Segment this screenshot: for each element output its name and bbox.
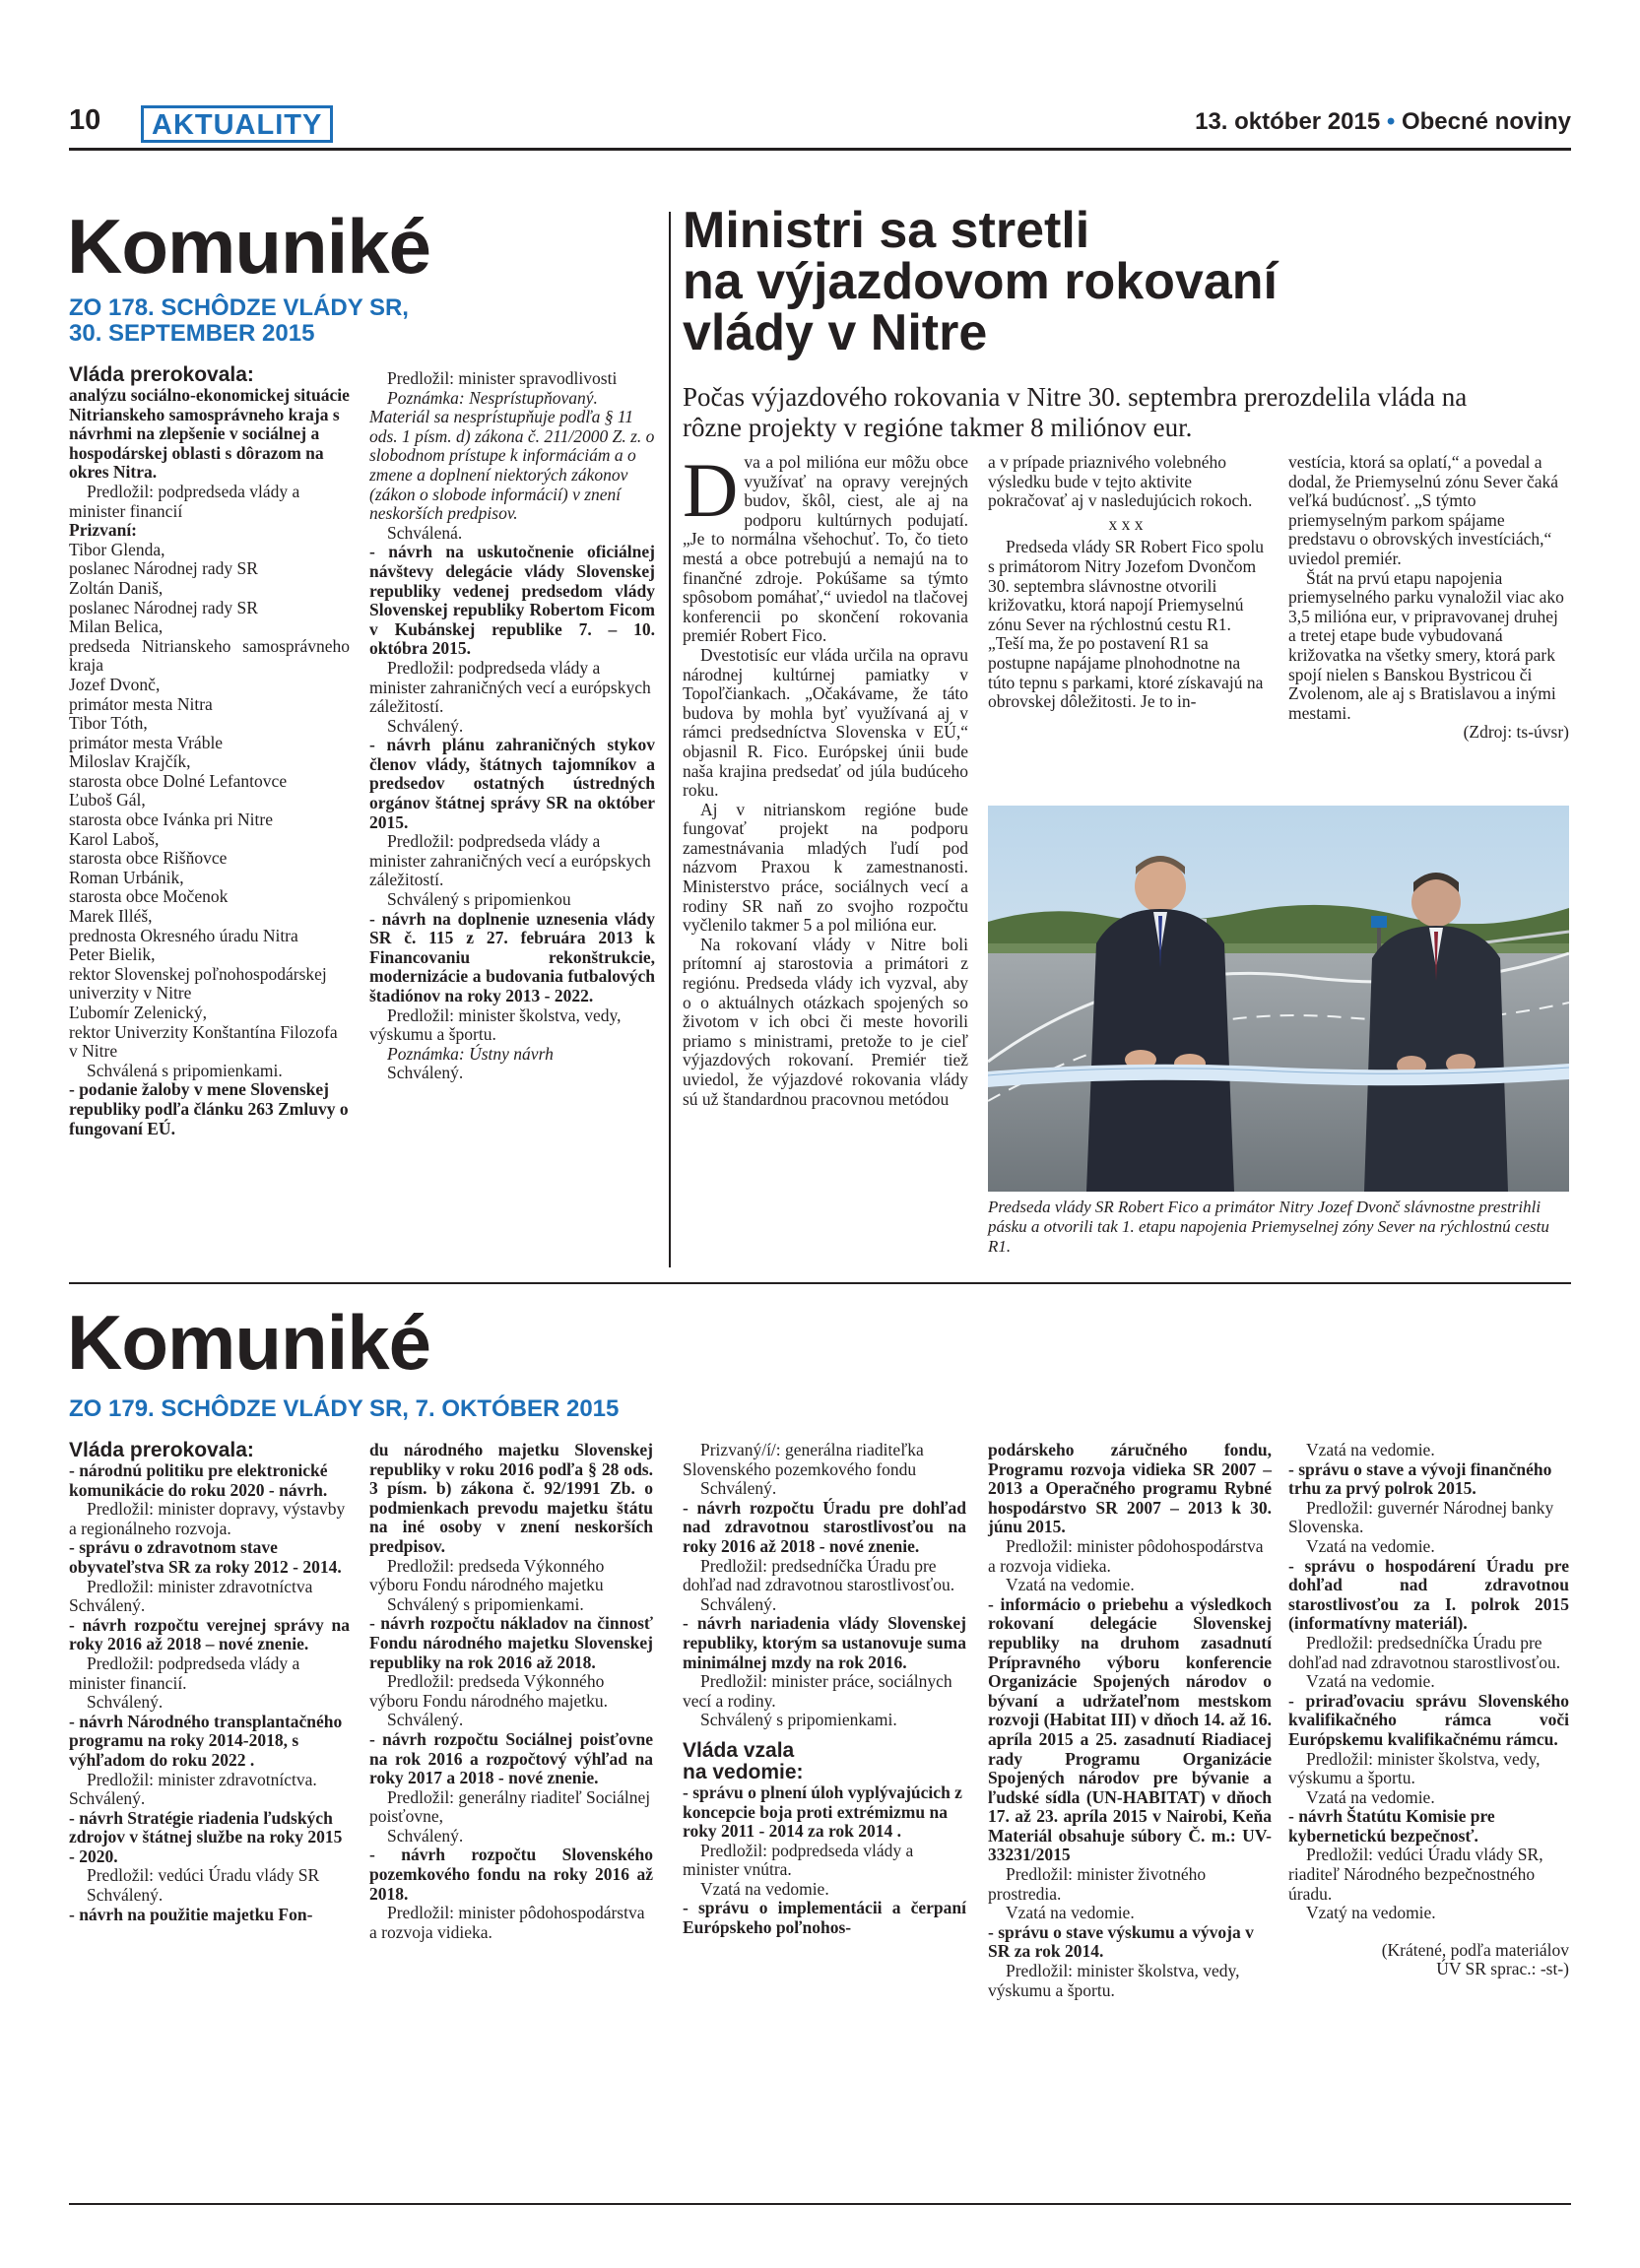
article-paragraph: vestícia, ktorá sa oplatí,“ a povedal a dodal, že Priemyselnú zónu Sever čaká veľká budúcnosť. „S týmto priemyselným parkom spájame predstavu o obrovských investíciách,“ uviedol premiér.	[1288, 452, 1559, 568]
communique-item: Predložil: minister zdravotníctva	[87, 1576, 313, 1596]
communique-item: Jozef Dvonč,	[69, 674, 161, 694]
communique-item: Predložil: minister školstva, vedy, výskumu a športu.	[369, 1004, 622, 1045]
vlada-prerokovala-heading: Vláda prerokovala:	[69, 1439, 254, 1461]
article-column-2	[988, 453, 1264, 712]
communique-item: - návrh rozpočtu Slovenského pozemkového fondu na roky 2016 až 2018.	[369, 1845, 653, 1904]
communique-item: Miloslav Krajčík,	[69, 751, 191, 772]
komunike2-column-2	[369, 1441, 653, 1942]
bullet-separator: •	[1386, 108, 1396, 135]
communique-item: Peter Bielik,	[69, 944, 156, 965]
communique-item: Tibor Tóth,	[69, 713, 148, 734]
communique-item: Schválený.	[69, 1595, 146, 1616]
communique-item: prednosta Okresného úradu Nitra	[69, 925, 298, 945]
photo-illustration	[988, 806, 1569, 1192]
communique-item: - návrh na doplnenie uznesenia vlády SR č. 115 z 27. februára 2013 k Financovaniu rekonštrukcie, modernizácie a budovania futbalových štadiónov na roky 2013 - 2022.	[369, 908, 655, 1005]
communique-item: Predložil: guvernér Národnej banky Slovenska.	[1288, 1497, 1554, 1537]
source-line: (Krátené, podľa materiálov	[1381, 1939, 1569, 1960]
communique-item: rektor Slovenskej poľnohospodárskej univerzity v Nitre	[69, 963, 327, 1004]
komunike1-column-1	[69, 364, 350, 1138]
communique-item: - správu o plnení úloh vyplývajúcich z koncepcie boja proti extrémizmu na roky 2011 - 2014 za rok 2014 .	[683, 1782, 962, 1842]
communique-item: Predložil: predseda Výkonného výboru Fondu národného majetku	[369, 1555, 605, 1595]
issue-info	[1195, 108, 1571, 136]
communique-item: - návrh rozpočtu Úradu pre dohľad nad zdravotnou starostlivosťou na roky 2016 až 2018 - nové znenie.	[683, 1497, 966, 1556]
communique-item: Predložil: minister dopravy, výstavby a regionálneho rozvoja.	[69, 1499, 346, 1538]
communique-item: Tibor Glenda,	[69, 539, 165, 559]
communique-item: - správu o stave a vývoji finančného trhu za prvý polrok 2015.	[1288, 1458, 1552, 1499]
komunike2-column-3	[683, 1441, 966, 1938]
article-paragraph: Predseda vlády SR Robert Fico spolu s primátorom Nitry Jozefom Dvončom 30. septembra slávnostne otvorili križovatku, ktorá napojí Priemyselnú zónu Sever na rýchlostnú cestu R1. „Teší ma, že po postavení R1 sa postupne napájame plnohodnotne na túto tepnu s parkami, ktoré získavajú na obrovskej dôležitosti. Je to in-	[988, 537, 1264, 712]
communique-item: Vzatá na vedomie.	[1306, 1440, 1435, 1459]
communique-item: Schválený.	[387, 1710, 464, 1730]
communique-item: Schválený.	[387, 1825, 464, 1846]
communique-item: Schválený.	[69, 1788, 146, 1809]
communique-item: Predložil: vedúci Úradu vlády SR	[87, 1865, 320, 1886]
communique-item: Predložil: podpredseda vlády a minister zahraničných vecí a európskych záležitostí.	[369, 657, 651, 717]
article-column-3	[1288, 453, 1569, 743]
communique-item: - návrh rozpočtu Sociálnej poisťovne na rok 2016 a rozpočtový výhľad na roky 2017 a 2018 - nové znenie.	[369, 1728, 653, 1788]
komunike1-column-2	[369, 369, 655, 1083]
komunike2-column-5	[1288, 1441, 1569, 1979]
komunike2-column-4	[988, 1441, 1272, 2000]
session-heading	[69, 295, 409, 347]
komunike2-column-1	[69, 1440, 350, 1924]
communique-item: - návrh na použitie majetku Fon-	[69, 1904, 313, 1924]
article-paragraph: Štát na prvú etapu napojenia priemyselného parku vynaložil viac ako 3,5 milióna eur, v pripravovanej druhej a tretej etape bude vybudovaná križovatka na všetky smery, ktorá park spojí nielen s Banskou Bystricou či Zvolenom, ale aj s Bratislavou a inými mestami.	[1288, 567, 1564, 723]
komunike-title: Komuniké	[67, 203, 431, 290]
ribbon-cutting-photo	[988, 806, 1569, 1192]
communique-item: - informácio o priebehu a výsledkoch rokovaní delegácie Slovenskej republiky na druhom zasadnutí Prípravného výboru konferencie Organizácie Spojených národov o bývaní a udržateľnom mestskom rozvoji (Habitat III) v dňoch 14. až 16. apríla 2015 a 25. zasadnutí Riadiacej rady Programu Organizácie Spojených národov pre bývanie a ľudské sídla (UN-HABITAT) v dňoch 17. až 23. apríla 2015 v Nairobi, Keňa Materiál obsahuje súbory Č. m.: UV-33231/2015	[988, 1593, 1272, 1865]
session-heading: ZO 179. SCHÔDZE VLÁDY SR, 7. OKTÓBER 2015	[69, 1395, 620, 1422]
communique-item: Predložil: podpredseda vlády a minister zahraničných vecí a európskych záležitostí.	[369, 831, 651, 890]
communique-item: Prizvaní:	[69, 520, 138, 541]
communique-item: starosta obce Rišňovce	[69, 848, 228, 869]
communique-item: - správu o stave výskumu a vývoja v SR za rok 2014.	[988, 1921, 1254, 1962]
communique-item: - správu o hospodárení Úradu pre dohľad nad zdravotnou starostlivosťou za I. polrok 2015 (informatívny materiál).	[1288, 1555, 1569, 1634]
communique-item: Predložil: minister školstva, vedy, výskumu a športu.	[1288, 1748, 1541, 1788]
communique-item: Predložil: podpredseda vlády a minister vnútra.	[683, 1840, 914, 1880]
publication-name: Obecné noviny	[1401, 108, 1571, 135]
section-separator: x x x	[1108, 513, 1144, 534]
communique-item: - návrh na uskutočnenie oficiálnej návštevy delegácie vlády Slovenskej republiky vedenej predsedom vlády Slovenskej republiky Robertom Ficom v Kubánskej republike 7. – 10. októbra 2015.	[369, 542, 655, 659]
section-divider	[69, 1282, 1571, 1284]
communique-item: Predložil: podpredseda vlády a minister financií.	[69, 1652, 300, 1693]
vlada-vzala-heading	[683, 1740, 966, 1783]
communique-item: Schválený.	[87, 1692, 164, 1713]
communique-item: Schválený s pripomienkou	[387, 889, 571, 910]
column-items	[69, 1461, 350, 1924]
communique-item: - návrh rozpočtu nákladov na činnosť Fondu národného majetku Slovenskej republiky na rok 2016 až 2018.	[369, 1613, 653, 1672]
communique-item: Predložil: minister pôdohospodárstva a rozvoja vidieka.	[369, 1903, 645, 1942]
communique-item: Predložil: predsedníčka Úradu pre dohľad nad zdravotnou starostlivosťou.	[1288, 1632, 1561, 1672]
communique-item: poslanec Národnej rady SR	[69, 597, 258, 617]
communique-item: du národného majetku Slovenskej republiky v roku 2016 podľa § 28 ods. 3 písm. b) zákona č. 92/1991 Zb. o podmienkach prevodu majetku štátu na iné osoby v znení neskorších predpisov.	[369, 1440, 653, 1556]
article-headline	[683, 202, 1530, 361]
photo-caption: Predseda vlády SR Robert Fico a primátor Nitry Jozef Dvonč slávnostne prestrihli pásku a otvorili tak 1. etapu napojenia Priemyselnej zóny Sever na rýchlostnú cestu R1.	[988, 1198, 1549, 1256]
communique-item: Schválený.	[700, 1593, 777, 1614]
session-line: 30. SEPTEMBER 2015	[69, 320, 315, 347]
communique-item: - návrh plánu zahraničných stykov členov vlády, štátnych tajomníkov a predsedov ostatných ústredných orgánov štátnej správy SR na október 2015.	[369, 735, 655, 832]
article-paragraph: a v prípade priaznivého volebného výsledku bude v tejto aktivite pokračovať aj v nasledujúcich rokoch.	[988, 452, 1253, 511]
communique-item: Predložil: vedúci Úradu vlády SR, riaditeľ Národného bezpečnostného úradu.	[1288, 1845, 1543, 1904]
vlada-prerokovala-heading: Vláda prerokovala:	[69, 363, 254, 386]
communique-item: - návrh Národného transplantačného programu na roky 2014-2018, s výhľadom do roku 2022 .	[69, 1711, 343, 1770]
communique-item: Predložil: minister školstva, vedy, výskumu a športu.	[988, 1961, 1240, 2000]
communique-item: Vzatá na vedomie.	[1306, 1535, 1435, 1556]
column-items	[369, 369, 655, 1083]
communique-item: Schválená.	[387, 522, 463, 543]
communique-item: Vzatá na vedomie.	[1006, 1575, 1135, 1595]
article-paragraph: Dvestotisíc eur vláda určila na opravu národnej kultúrnej pamiatky v Topoľčiankach. „Očakávame, že táto budova by mohla byť využívaná aj v rámci predsedníctva Slovenska v EÚ,“ objasnil R. Fico. Európskej únii bude naša krajina predsedať od júla budúceho roku.	[683, 644, 968, 801]
drop-cap: D	[683, 447, 739, 533]
column-items	[683, 1783, 966, 1938]
heading-line: Vláda vzala	[683, 1738, 795, 1762]
communique-item: - priraďovaciu správu Slovenského kvalifikačného rámca voči Európskemu kvalifikačnému rámcu.	[1288, 1690, 1569, 1749]
communique-item: Zoltán Daniš,	[69, 577, 164, 598]
article-lead: Počas výjazdového rokovania v Nitre 30. septembra prerozdelila vláda na rôzne projekty v regióne takmer 8 miliónov eur.	[683, 382, 1468, 442]
communique-item: Predložil: minister práce, sociálnych vecí a rodiny.	[683, 1671, 952, 1711]
page-number: 10	[69, 104, 101, 136]
communique-item: starosta obce Ivánka pri Nitre	[69, 810, 274, 830]
communique-item: Ľuboš Gál,	[69, 790, 146, 810]
communique-item: Predložil: minister pôdohospodárstva a rozvoja vidieka.	[988, 1535, 1264, 1576]
heading-line: na vedomie:	[683, 1760, 804, 1783]
column-items	[69, 386, 350, 1138]
column-items	[1288, 1441, 1569, 1923]
communique-item: - národnú politiku pre elektronické komunikácie do roku 2020 - návrh.	[69, 1460, 328, 1500]
column-items	[988, 1441, 1272, 2000]
session-line: ZO 178. SCHÔDZE VLÁDY SR,	[69, 294, 409, 321]
communique-item: - návrh Stratégie riadenia ľudských zdrojov v štátnej službe na roky 2015 - 2020.	[69, 1807, 343, 1866]
communique-item: starosta obce Močenok	[69, 886, 229, 907]
communique-item: Predložil: podpredseda vlády a minister financií	[69, 481, 300, 521]
communique-item: Schválený.	[387, 1063, 464, 1083]
section-label: AKTUALITY	[141, 105, 333, 143]
communique-item: Ľubomír Zelenický,	[69, 1003, 207, 1022]
bottom-rule	[69, 2203, 1571, 2205]
source-line: ÚV SR sprac.: -st-)	[1436, 1959, 1569, 1979]
column-divider	[669, 212, 671, 1267]
communique-item: Predložil: predseda Výkonného výboru Fondu národného majetku.	[369, 1671, 609, 1711]
communique-item: Vzatá na vedomie.	[700, 1878, 829, 1899]
article-paragraph: Aj v nitrianskom regióne bude fungovať projekt na podporu zamestnávania mladých ľudí pod názvom Praxou k zamestnanosti. Ministerstvo práce, sociálnych vecí a rodiny SR naň zo svojho rozpočtu vyčlenilo takmer 5 a pol milióna eur.	[683, 799, 968, 936]
communique-item: podárskeho záručného fondu, Programu rozvoja vidieka SR 2007 – 2013 a Operačného programu Rybné hospodárstvo SR 2007 – 2013 k 30. júnu 2015.	[988, 1440, 1272, 1537]
communique-item: primátor mesta Vráble	[69, 732, 224, 752]
header-rule	[69, 148, 1571, 151]
communique-item: rektor Univerzity Konštantína Filozofa v Nitre	[69, 1021, 338, 1062]
column-items	[683, 1441, 966, 1730]
headline-line: na výjazdovom rokovaní	[683, 253, 1278, 310]
communique-item: starosta obce Dolné Lefantovce	[69, 770, 288, 791]
communique-item: Schválený s pripomienkami.	[700, 1710, 897, 1730]
communique-item: Schválená s pripomienkami.	[87, 1060, 283, 1080]
communique-item: Predložil: minister spravodlivosti	[387, 368, 618, 388]
communique-item: Roman Urbánik,	[69, 867, 184, 887]
communique-item: Predložil: minister životného prostredia.	[988, 1864, 1207, 1904]
communique-item: Milan Belica,	[69, 616, 164, 637]
communique-item: Vzatý na vedomie.	[1306, 1903, 1436, 1923]
communique-item: Predložil: predsedníčka Úradu pre dohľad nad zdravotnou starostlivosťou.	[683, 1555, 955, 1595]
communique-item: Prizvaný/í/: generálna riaditeľka Slovenského pozemkového fondu	[683, 1440, 924, 1479]
communique-item: primátor mesta Nitra	[69, 693, 213, 714]
article-column-1	[683, 447, 968, 1109]
article-paragraph: Na rokovaní vlády v Nitre boli prítomní aj starostovia a primátori z regiónu. Predseda vlády ich vyzval, aby o o aktuálnych otázkach spojených so životom v ich obci či meste hovorili priamo s ministrami, pretože to je cieľ výjazdových rokovaní. Premiér tiež uviedol, že výjazdové rokovania vlády sú už štandardnou pracovnou metódou	[683, 934, 968, 1109]
communique-item: - správu o implementácii a čerpaní Európskeho poľnohos-	[683, 1898, 966, 1938]
article-paragraph: va a pol milióna eur môžu obce využívať na opravy verejných budov, škôl, ciest, ale aj na podporu kultúrnych podujatí. „Je to normálna všehochuť. To, čo tieto mestá a obce potrebujú a nemajú na to finančné zdroje. Pokúšame sa týmto spôsobom pomáhať,“ uviedol na tlačovej konferencii po skončení rokovania premiér Robert Fico.	[683, 452, 968, 646]
communique-item: Vzatá na vedomie.	[1306, 1786, 1435, 1807]
communique-item: Karol Laboš,	[69, 828, 160, 849]
article-source: (Zdroj: ts-úvsr)	[1463, 722, 1569, 743]
headline-line: vlády v Nitre	[683, 304, 988, 361]
communique-item: - správu o zdravotnom stave obyvateľstva SR za roky 2012 - 2014.	[69, 1537, 342, 1577]
communique-item: Vzatá na vedomie.	[1306, 1671, 1435, 1692]
communique-item: - podanie žaloby v mene Slovenskej republiky podľa článku 263 Zmluvy o fungovaní EÚ.	[69, 1079, 349, 1138]
communique-item: Predložil: minister zdravotníctva.	[87, 1769, 317, 1789]
communique-item: Schválený s pripomienkami.	[387, 1593, 584, 1614]
communique-item: - návrh nariadenia vlády Slovenskej republiky, ktorým sa ustanovuje suma minimálnej mzdy na rok 2016.	[683, 1613, 966, 1672]
communique-item: Schválený.	[387, 715, 464, 736]
komunike-title: Komuniké	[67, 1299, 431, 1386]
communique-item: Marek Illéš,	[69, 906, 153, 927]
communique-item: - návrh rozpočtu verejnej správy na roky 2016 až 2018 – nové znenie.	[69, 1614, 350, 1654]
source-note	[1288, 1941, 1569, 1979]
communique-item: Schválený.	[87, 1885, 164, 1906]
communique-item: analýzu sociálno-ekonomickej situácie Nitrianskeho samosprávneho kraja s návrhmi na zlepšenie v sociálnej a hospodárskej oblasti s dôrazom na okres Nitra.	[69, 385, 350, 483]
communique-item: - návrh Štatútu Komisie pre kybernetickú bezpečnosť.	[1288, 1806, 1495, 1846]
communique-item: Poznámka: Nesprístupňovaný. Materiál sa nesprístupňuje podľa § 11 ods. 1 písm. d) zákona č. 211/2000 Z. z. o slobodnom prístupe k informáciám a o zmene a doplnení niektorých zákonov (zákon o slobode informácií) v znení neskorších predpisov.	[369, 387, 655, 524]
article-paragraphs	[683, 447, 968, 1109]
headline-line: Ministri sa stretli	[683, 202, 1090, 259]
communique-item: predseda Nitrianskeho samosprávneho kraja	[69, 635, 350, 676]
communique-item: poslanec Národnej rady SR	[69, 558, 258, 579]
column-items	[369, 1441, 653, 1942]
communique-item: Schválený.	[700, 1478, 777, 1499]
issue-date: 13. október 2015	[1195, 108, 1381, 135]
communique-item: Predložil: generálny riaditeľ Sociálnej poisťovne,	[369, 1786, 651, 1827]
communique-item: Vzatá na vedomie.	[1006, 1903, 1135, 1923]
communique-item: Poznámka: Ústny návrh	[387, 1043, 554, 1064]
